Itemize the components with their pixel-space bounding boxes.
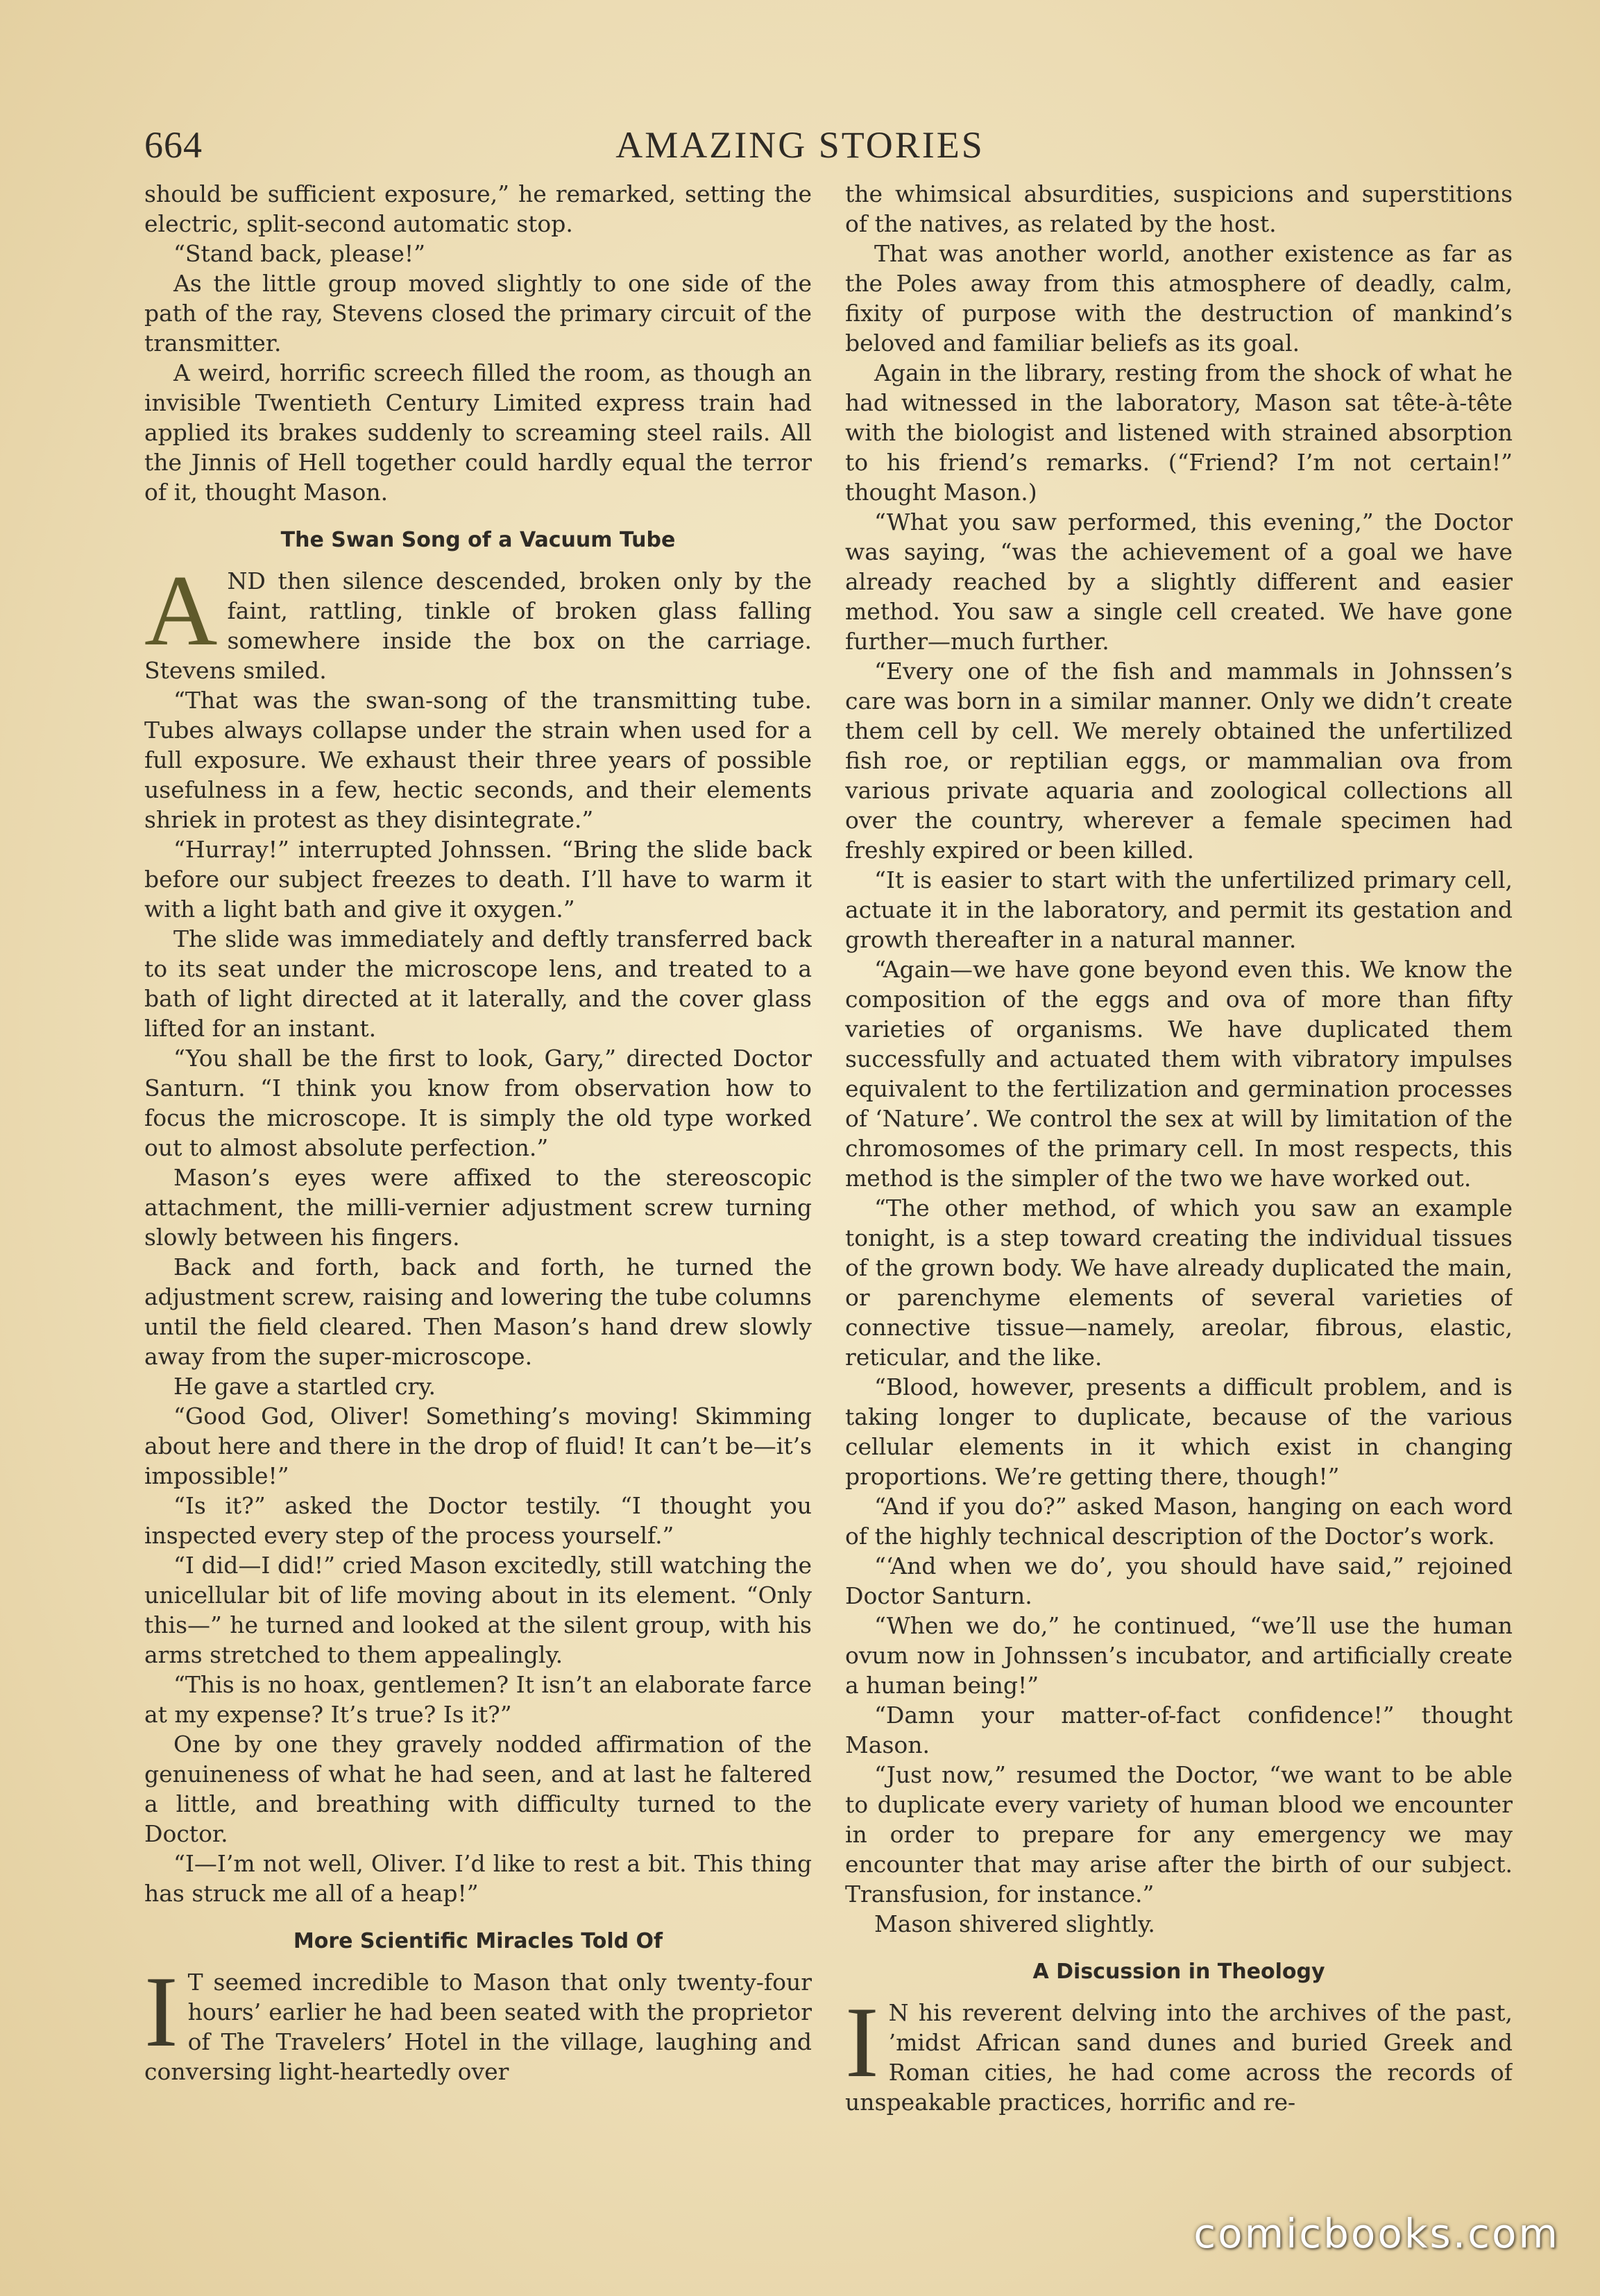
paragraph: As the little group moved slightly to one side of the path of the ray, Stevens closed the primary circuit of the transmitter. bbox=[144, 270, 812, 357]
paragraph: “Hurray!” interrupted Johnssen. “Bring the slide back before our subject freezes to death. I’ll have to warm it with a light bath and give it oxygen.” bbox=[144, 836, 812, 923]
paragraph: “Is it?” asked the Doctor testily. “I thought you inspected every step of the process yourself.” bbox=[144, 1492, 812, 1549]
running-head: AMAZING STORIES bbox=[615, 124, 985, 166]
paragraph: “Just now,” resumed the Doctor, “we want to be able to duplicate every variety of human blood we encounter in order to prepare for any emergency we may encounter that may arise after the birth of our subject. Transfusion, for instance.” bbox=[845, 1761, 1513, 1908]
paragraph bbox=[845, 1986, 1513, 2117]
paragraph: Mason shivered slightly. bbox=[874, 1910, 1155, 1937]
paragraph: “Stand back, please!” bbox=[173, 240, 426, 267]
paragraph-text: N his reverent delving into the archives of the past, ’midst African sand dunes and buried Greek and Roman cities, he had come across the records of unspeakable practices, horrific and re- bbox=[845, 1999, 1513, 2116]
paragraph-text: ND then silence descended, broken only by the faint, rattling, tinkle of broken glass falling somewhere inside the box on the carriage. Stevens smiled. bbox=[144, 567, 812, 684]
paragraph: The slide was immediately and deftly transferred back to its seat under the microscope lens, and treated to a bath of light directed at it laterally, and the cover glass lifted for an instant. bbox=[144, 925, 812, 1042]
paragraph: Back and forth, back and forth, he turned the adjustment screw, raising and lowering the tube columns until the field cleared. Then Mason’s hand drew slowly away from the super-microscope. bbox=[144, 1253, 812, 1370]
paragraph: the whimsical absurdities, suspicions and superstitions of the natives, as related by the host. bbox=[845, 180, 1513, 237]
paragraph: “This is no hoax, gentlemen? It isn’t an elaborate farce at my expense? It’s true? Is it?” bbox=[144, 1671, 812, 1728]
section-heading: A Discussion in Theology bbox=[1032, 1960, 1325, 1984]
paragraph: “Good God, Oliver! Something’s moving! Skimming about here and there in the drop of fluid! It can’t be—it’s impossible!” bbox=[144, 1403, 812, 1489]
drop-cap: A bbox=[144, 554, 218, 667]
paragraph: should be sufficient exposure,” he remarked, setting the electric, split-second automatic stop. bbox=[144, 180, 812, 237]
paragraph: “You shall be the first to look, Gary,” directed Doctor Santurn. “I think you know from observation how to focus the microscope. It is simply the old type worked out to almost absolute perfection.” bbox=[144, 1045, 812, 1161]
paragraph bbox=[144, 1955, 812, 2087]
paragraph: He gave a startled cry. bbox=[173, 1373, 436, 1400]
paragraph: “‘And when we do’, you should have said,” rejoined Doctor Santurn. bbox=[845, 1552, 1513, 1609]
paragraph: One by one they gravely nodded affirmation of the genuineness of what he had seen, and at last he faltered a little, and breathing with difficulty turned to the Doctor. bbox=[144, 1731, 812, 1847]
paragraph bbox=[144, 554, 812, 685]
right-column bbox=[845, 179, 1513, 2211]
paragraph: “The other method, of which you saw an example tonight, is a step toward creating the individual tissues of the grown body. We have already duplicated the main, or parenchyme elements of several varieties of connective tissue—namely, areolar, fibrous, elastic, reticular, and the like. bbox=[845, 1194, 1513, 1371]
paragraph: That was another world, another existence as far as the Poles away from this atmosphere of deadly, calm, fixity of purpose with the destruction of mankind’s beloved and familiar beliefs as its goal. bbox=[845, 240, 1513, 357]
paragraph: “I did—I did!” cried Mason excitedly, still watching the unicellular bit of life moving about in its element. “Only this—” he turned and looked at the silent group, with his arms stretched to them appealingly. bbox=[144, 1552, 812, 1668]
paragraph: “Every one of the fish and mammals in Johnssen’s care was born in a similar manner. Only we didn’t create them cell by cell. We merely obtained the unfertilized fish roe, or reptilian eggs, or mammalian ova from various private aquaria and zoological collections all over the country, wherever a female specimen had freshly expired or been killed. bbox=[845, 658, 1513, 864]
drop-cap: I bbox=[845, 1986, 879, 2098]
paragraph: “When we do,” he continued, “we’ll use the human ovum now in Johnssen’s incubator, and artificially create a human being!” bbox=[845, 1612, 1513, 1699]
paragraph: Again in the library, resting from the shock of what he had witnessed in the laboratory, Mason sat tête-à-tête with the biologist and listened with strained absorption to his friend’s remarks. (“Friend? I’m not certain!” thought Mason.) bbox=[845, 359, 1513, 506]
paragraph: “Blood, however, presents a difficult problem, and is taking longer to duplicate, because of the various cellular elements in it which exist in changing proportions. We’re getting there, though!” bbox=[845, 1373, 1513, 1490]
page-number: 664 bbox=[144, 124, 203, 166]
watermark-logo: comicbooks.com bbox=[1193, 2210, 1560, 2257]
paragraph: A weird, horrific screech filled the room, as though an invisible Twentieth Century Limited express train had applied its brakes suddenly to screaming steel rails. All the Jinnis of Hell together could hardly equal the terror of it, thought Mason. bbox=[144, 359, 812, 506]
paragraph: “And if you do?” asked Mason, hanging on each word of the highly technical description of the Doctor’s work. bbox=[845, 1493, 1513, 1550]
left-column bbox=[144, 179, 812, 2211]
paragraph: “Damn your matter-of-fact confidence!” thought Mason. bbox=[845, 1702, 1513, 1758]
paragraph: “It is easier to start with the unfertilized primary cell, actuate it in the laboratory, and permit its gestation and growth thereafter in a natural manner. bbox=[845, 866, 1513, 953]
paragraph: “Again—we have gone beyond even this. We know the composition of the eggs and ova of more than fifty varieties of organisms. We have duplicated them successfully and actuated them with vibratory impulses equivalent to the fertilization and germination processes of ‘Nature’. We control the sex at will by limitation of the chromosomes of the primary cell. In most respects, this method is the simpler of the two we have worked out. bbox=[845, 956, 1513, 1192]
section-heading: The Swan Song of a Vacuum Tube bbox=[280, 528, 676, 552]
paragraph: “What you saw performed, this evening,” the Doctor was saying, “was the achievement of a goal we have already reached by a slightly different and easier method. You saw a single cell created. We have gone further—much further. bbox=[845, 508, 1513, 655]
paragraph-text: T seemed incredible to Mason that only twenty-four hours’ earlier he had been seated with the proprietor of The Travelers’ Hotel in the village, laughing and conversing light-heartedly over bbox=[144, 1969, 812, 2085]
section-heading: More Scientific Miracles Told Of bbox=[293, 1929, 663, 1953]
paragraph: Mason’s eyes were affixed to the stereoscopic attachment, the milli-vernier adjustment screw turning slowly between his fingers. bbox=[144, 1164, 812, 1251]
paragraph: “That was the swan-song of the transmitting tube. Tubes always collapse under the strain when used for a full exposure. We exhaust their three years of possible usefulness in a few, hectic seconds, and their elements shriek in protest as they disintegrate.” bbox=[144, 687, 812, 833]
drop-cap: I bbox=[144, 1955, 178, 2068]
paragraph: “I—I’m not well, Oliver. I’d like to rest a bit. This thing has struck me all of a heap!” bbox=[144, 1850, 812, 1907]
